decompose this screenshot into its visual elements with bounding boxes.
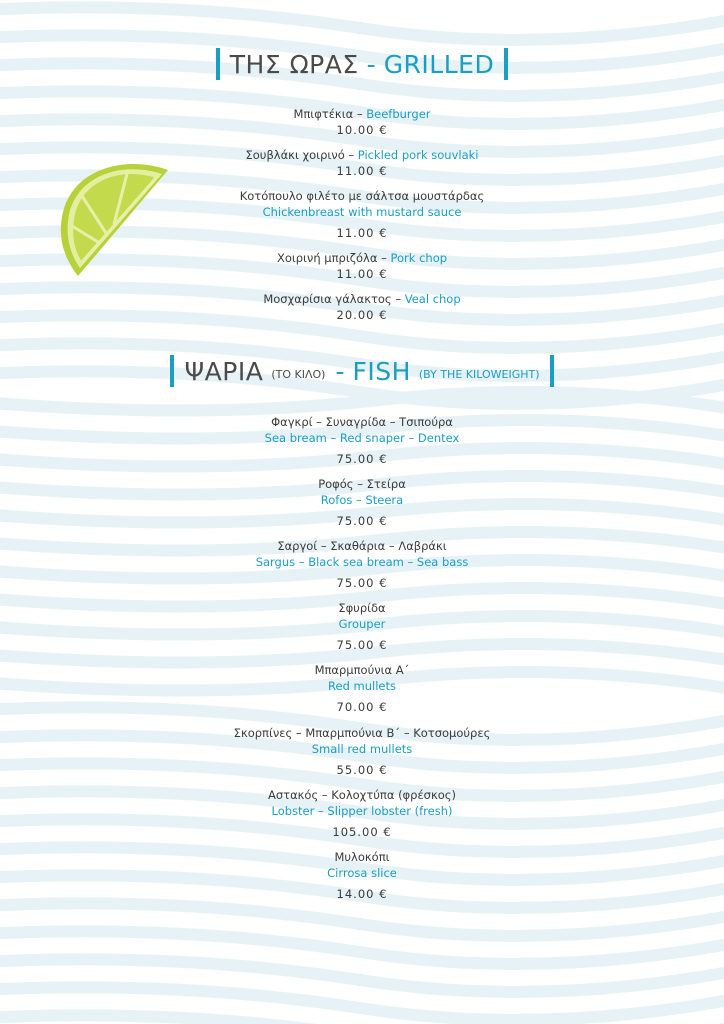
- title-subtitle-english: (BY THE KILOWEIGHT): [418, 367, 540, 381]
- menu-item: [0, 662, 724, 715]
- title-separator: -: [335, 356, 345, 386]
- dash: –: [348, 148, 355, 162]
- item-english: Beefburger: [366, 107, 431, 121]
- item-price: 10.00 €: [336, 123, 388, 137]
- title-bar-left: [216, 48, 220, 80]
- title-english: FISH: [352, 356, 411, 386]
- item-greek: Μοσχαρίσια γάλακτος: [263, 292, 392, 306]
- item-greek: Σφυρίδα: [338, 601, 386, 615]
- item-english: Lobster – Slipper lobster (fresh): [271, 804, 453, 818]
- section-title-fish: [0, 355, 724, 387]
- item-english: Sea bream – Red snaper – Dentex: [264, 431, 460, 445]
- item-greek: Αστακός – Κολοχτύπα (φρέσκος): [267, 788, 456, 802]
- item-price: 105.00 €: [332, 825, 392, 839]
- title-greek: ΤΗΣ ΩΡΑΣ: [229, 49, 359, 79]
- title-greek: ΨΑΡΙΑ: [184, 356, 264, 386]
- dash: –: [395, 292, 402, 306]
- item-greek: Μπαρμπούνια Α΄: [314, 663, 410, 677]
- title-bar-right: [550, 355, 554, 387]
- item-price: 14.00 €: [336, 887, 388, 901]
- title-english: GRILLED: [383, 49, 495, 79]
- item-english: Grouper: [338, 617, 386, 631]
- item-price: 11.00 €: [336, 164, 388, 178]
- item-price: 11.00 €: [336, 267, 388, 281]
- menu-item: [0, 787, 724, 840]
- title-separator: -: [366, 49, 376, 79]
- title-bar-right: [504, 48, 508, 80]
- dash: –: [381, 251, 387, 265]
- item-price: 11.00 €: [336, 226, 388, 240]
- dash: –: [356, 107, 363, 121]
- menu-item: [0, 106, 724, 138]
- item-price: 75.00 €: [336, 576, 388, 590]
- item-price: 55.00 €: [336, 763, 388, 777]
- item-english: Sargus – Black sea bream – Sea bass: [255, 555, 469, 569]
- item-price: 75.00 €: [336, 452, 388, 466]
- item-english: Cirrosa slice: [327, 866, 397, 880]
- item-english: Small red mullets: [311, 742, 413, 756]
- menu-item: [0, 291, 724, 323]
- item-english: Pickled pork souvlaki: [357, 148, 479, 162]
- menu-item: [0, 538, 724, 591]
- menu-item: [0, 476, 724, 529]
- item-english: Red mullets: [328, 679, 396, 693]
- menu-item: [0, 849, 724, 902]
- lemon-slice-icon: [58, 158, 174, 280]
- item-greek: Φαγκρί – Συναγρίδα – Τσιπούρα: [271, 415, 453, 429]
- item-greek: Σαργοί – Σκαθάρια – Λαβράκι: [277, 539, 447, 553]
- item-english: Veal chop: [404, 292, 461, 306]
- item-greek: Μυλοκόπι: [334, 850, 390, 864]
- item-price: 20.00 €: [336, 308, 388, 322]
- item-english: Rofos – Steera: [320, 493, 404, 507]
- item-price: 75.00 €: [336, 638, 388, 652]
- item-greek: Χοιρινή μπριζόλα: [276, 251, 378, 265]
- item-greek: Ροφός – Στείρα: [318, 477, 406, 491]
- item-greek: Μπιφτέκια: [293, 107, 354, 121]
- item-greek: Κοτόπουλο φιλέτο με σάλτσα μουστάρδας: [239, 189, 485, 203]
- title-subtitle-greek: (ΤΟ ΚΙΛΟ): [271, 367, 326, 381]
- menu-item: [0, 414, 724, 467]
- section-title-grilled: [0, 48, 724, 80]
- item-english: Pork chop: [390, 251, 448, 265]
- item-english: Chickenbreast with mustard sauce: [262, 205, 462, 219]
- menu-item: [0, 725, 724, 778]
- item-greek: Σκορπίνες – Μπαρμπούνια Β΄ – Κοτσομούρες: [233, 726, 491, 740]
- menu-item: [0, 600, 724, 653]
- item-price: 75.00 €: [336, 514, 388, 528]
- item-price: 70.00 €: [336, 700, 388, 714]
- item-greek: Σουβλάκι χοιρινό: [245, 148, 345, 162]
- title-bar-left: [170, 355, 174, 387]
